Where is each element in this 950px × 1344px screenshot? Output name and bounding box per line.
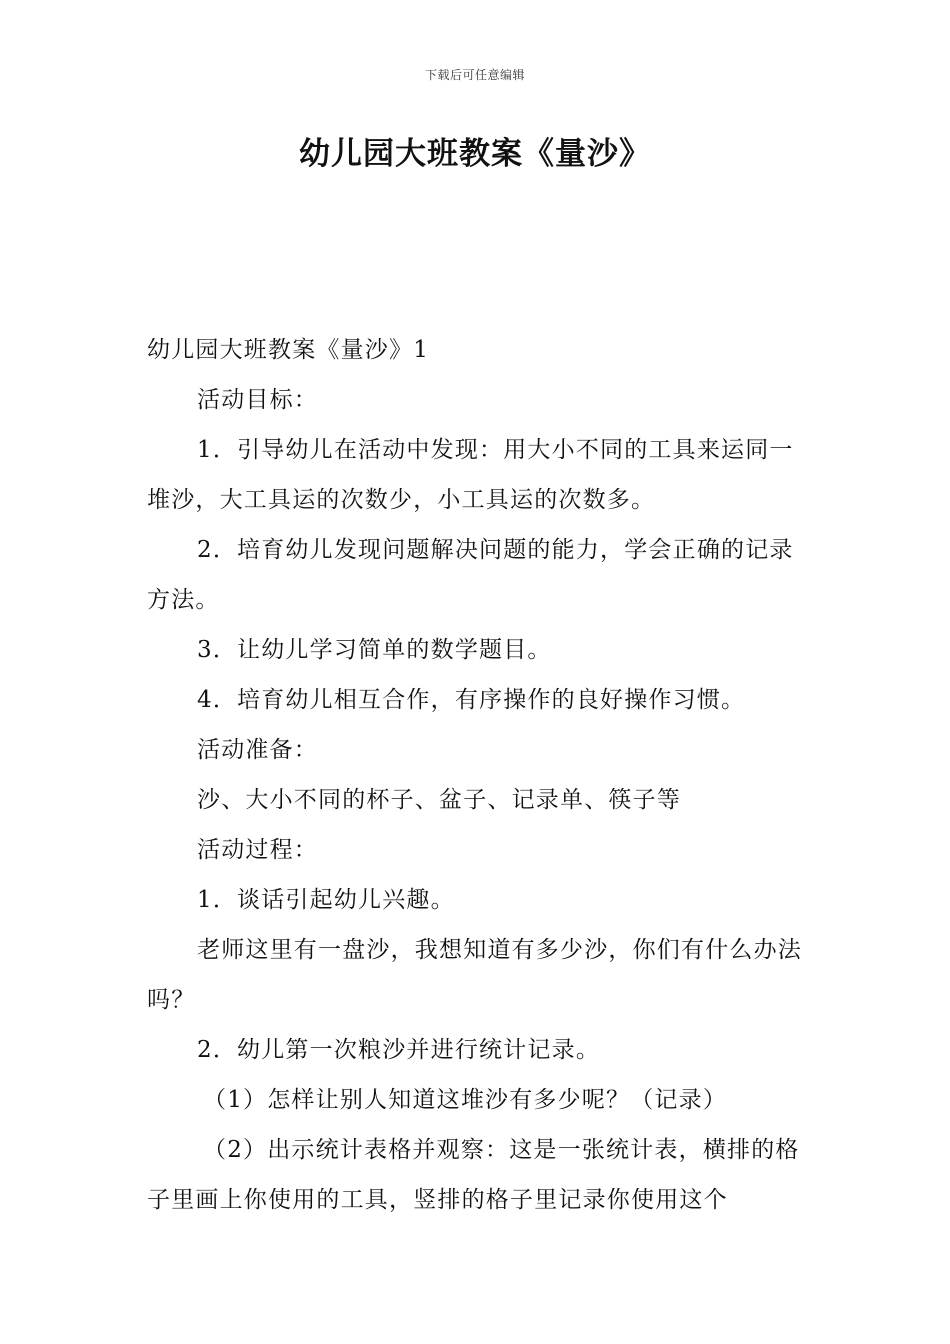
paragraph-objectives-heading: 活动目标： xyxy=(197,387,318,413)
paragraph-objective-4: 4．培育幼儿相互合作，有序操作的良好操作习惯。 xyxy=(197,687,746,713)
paragraph-step-1: 1．谈话引起幼儿兴趣。 xyxy=(197,887,455,913)
paragraph-process-heading: 活动过程： xyxy=(197,837,318,863)
document-body xyxy=(147,325,807,1225)
document-title: 幼儿园大班教案《量沙》 xyxy=(299,136,651,172)
paragraph-substep-1: （1）怎样让别人知道这堆沙有多少呢？（记录） xyxy=(203,1087,728,1113)
paragraph-preparation-heading: 活动准备： xyxy=(197,737,318,763)
paragraph-materials: 沙、大小不同的杯子、盆子、记录单、筷子等 xyxy=(197,787,681,813)
paragraph-substep-2: （2）出示统计表格并观察：这是一张统计表，横排的格子里画上你使用的工具，竖排的格子里记录你使用这个 xyxy=(147,1137,800,1213)
paragraph-step-2: 2．幼儿第一次粮沙并进行统计记录。 xyxy=(197,1037,601,1063)
paragraph-objective-2: 2．培育幼儿发现问题解决问题的能力，学会正确的记录方法。 xyxy=(147,537,794,613)
paragraph-objective-3: 3．让幼儿学习简单的数学题目。 xyxy=(197,637,552,663)
paragraph-teacher-question: 老师这里有一盘沙，我想知道有多少沙，你们有什么办法吗？ xyxy=(147,937,802,1013)
paragraph-objective-1: 1．引导幼儿在活动中发现：用大小不同的工具来运同一堆沙，大工具运的次数少，小工具运的次数多。 xyxy=(147,437,794,513)
section-heading: 幼儿园大班教案《量沙》1 xyxy=(147,337,430,363)
header-note: 下载后可任意编辑 xyxy=(424,68,525,82)
